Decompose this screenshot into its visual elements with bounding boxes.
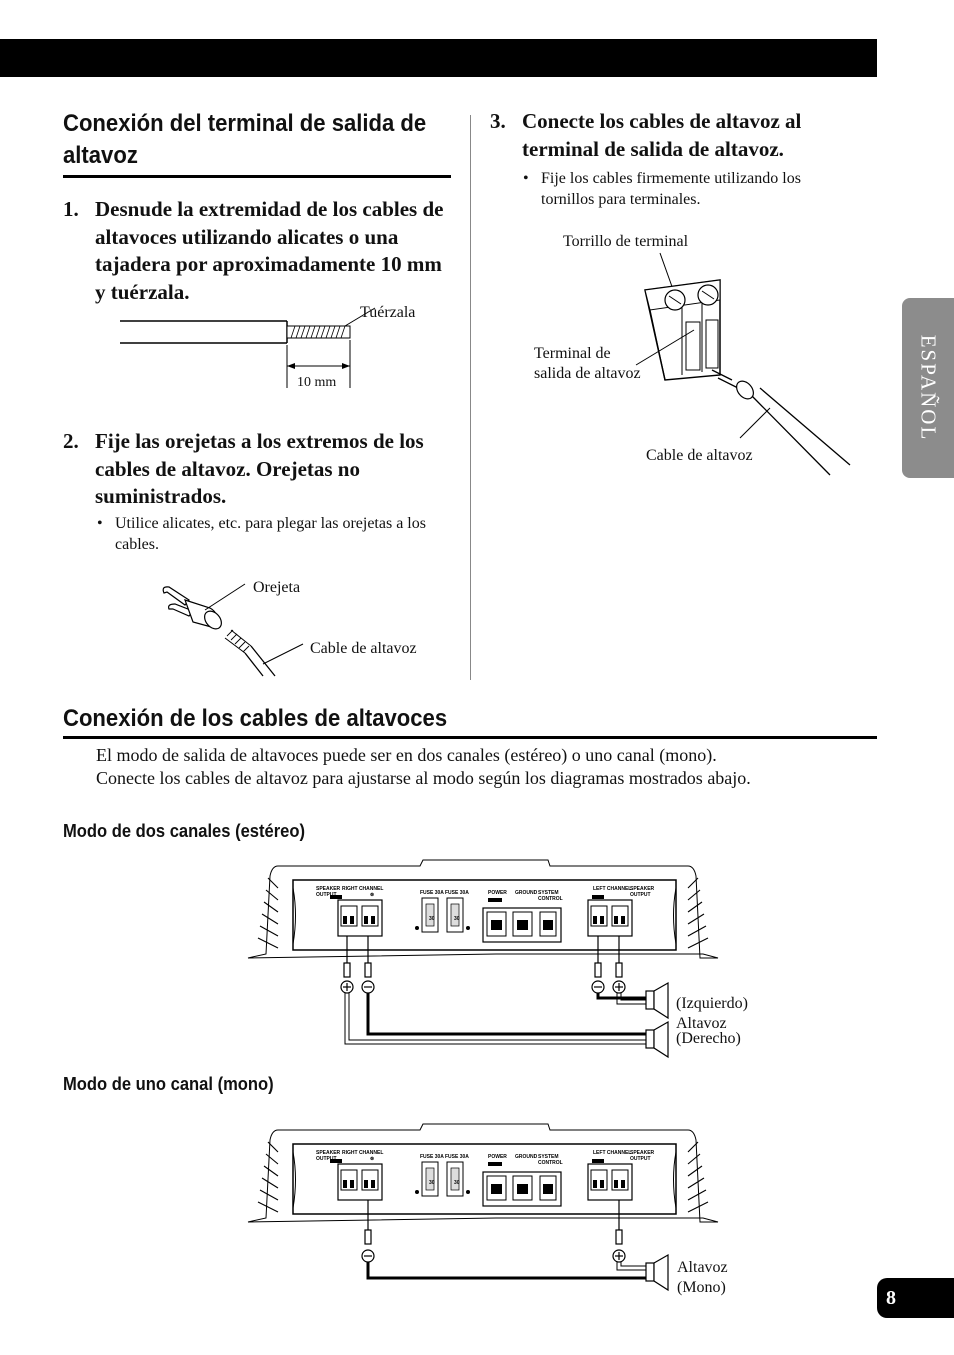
svg-text:POWER: POWER (488, 890, 507, 896)
column-divider (470, 115, 471, 680)
label-speaker-stereo: Altavoz (676, 1015, 727, 1032)
section-rule (63, 175, 451, 178)
stereo-title: Modo de dos canales (estéreo) (63, 821, 306, 841)
svg-text:OUTPUT: OUTPUT (630, 892, 651, 898)
intro-text: El modo de salida de altavoces puede ser en dos canales (estéreo) o uno canal (mono). Conecte los cables de altavoz para ajustarse al modo según los diagramas mostrados abajo. (96, 745, 751, 788)
svg-text:30: 30 (454, 1180, 460, 1186)
label-screw: Torrillo de terminal (563, 233, 689, 250)
label-mono: (Mono) (677, 1279, 726, 1296)
step-3: 3. Conecte los cables de altavoz al terminal de salida de altavoz. (490, 109, 802, 161)
svg-text:SPEAKER: SPEAKER (316, 886, 341, 892)
label-terminal-1: Terminal de (534, 345, 611, 362)
svg-text:RIGHT CHANNEL: RIGHT CHANNEL (342, 886, 384, 892)
svg-text:LEFT CHANNEL: LEFT CHANNEL (593, 886, 632, 892)
svg-text:⊗: ⊗ (370, 1156, 375, 1162)
svg-text:SPEAKER: SPEAKER (630, 886, 655, 892)
svg-text:SPEAKER: SPEAKER (630, 1150, 655, 1156)
label-speaker-mono: Altavoz (677, 1259, 728, 1276)
svg-text:OUTPUT: OUTPUT (630, 1156, 651, 1162)
svg-text:POWER: POWER (488, 1154, 507, 1160)
svg-text:OUTPUT: OUTPUT (316, 1156, 337, 1162)
label-terminal-2: salida de altavoz (534, 365, 641, 382)
svg-text:30: 30 (454, 916, 460, 922)
page-number: 8 (877, 1278, 954, 1318)
step-3-bullet: • Fije los cables firmemente utilizando los tornillos para terminales. (523, 170, 801, 208)
step-2: 2. Fije las orejetas a los extremos de los cables de altavoz. Orejetas no suministrados. (63, 429, 424, 508)
section-rule-2 (63, 736, 877, 739)
svg-text:GROUND: GROUND (515, 890, 538, 896)
svg-text:30: 30 (429, 916, 435, 922)
svg-text:SYSTEM: SYSTEM (538, 1154, 559, 1160)
label-twist: Tuérzala (360, 304, 416, 321)
svg-text:FUSE 30A: FUSE 30A (420, 1154, 444, 1160)
section-title-terminal: Conexión del terminal de salida de altavoz (63, 110, 427, 169)
label-left: (Izquierdo) (676, 995, 748, 1012)
svg-text:RIGHT CHANNEL: RIGHT CHANNEL (342, 1150, 384, 1156)
label-cable-3: Cable de altavoz (646, 447, 753, 464)
svg-text:FUSE 30A: FUSE 30A (445, 1154, 469, 1160)
svg-text:LEFT CHANNEL: LEFT CHANNEL (593, 1150, 632, 1156)
svg-text:CONTROL: CONTROL (538, 1160, 563, 1166)
svg-text:FUSE 30A: FUSE 30A (420, 890, 444, 896)
label-cable-2: Cable de altavoz (310, 640, 417, 657)
step-1: 1. Desnude la extremidad de los cables de altavoces utilizando alicates o una tajadera por aproximadamente 10 mm y tuérzala. (63, 197, 444, 304)
language-tab: ESPAÑOL (902, 298, 954, 478)
section-title-cables: Conexión de los cables de altavoces (63, 705, 448, 732)
svg-text:⊗: ⊗ (370, 892, 375, 898)
mono-title: Modo de uno canal (mono) (63, 1074, 274, 1094)
label-lug: Orejeta (253, 579, 301, 596)
svg-text:30: 30 (429, 1180, 435, 1186)
svg-text:SYSTEM: SYSTEM (538, 890, 559, 896)
svg-text:GROUND: GROUND (515, 1154, 538, 1160)
stereo-diagram (248, 858, 718, 1058)
mono-diagram (248, 1122, 718, 1302)
svg-text:CONTROL: CONTROL (538, 896, 563, 902)
svg-text:OUTPUT: OUTPUT (316, 892, 337, 898)
step-2-bullet: • Utilice alicates, etc. para plegar las orejetas a los cables. (97, 515, 426, 553)
svg-text:SPEAKER: SPEAKER (316, 1150, 341, 1156)
label-right: (Derecho) (676, 1030, 741, 1047)
svg-text:FUSE 30A: FUSE 30A (445, 890, 469, 896)
label-10mm: 10 mm (297, 375, 337, 390)
header-bar (0, 39, 877, 77)
